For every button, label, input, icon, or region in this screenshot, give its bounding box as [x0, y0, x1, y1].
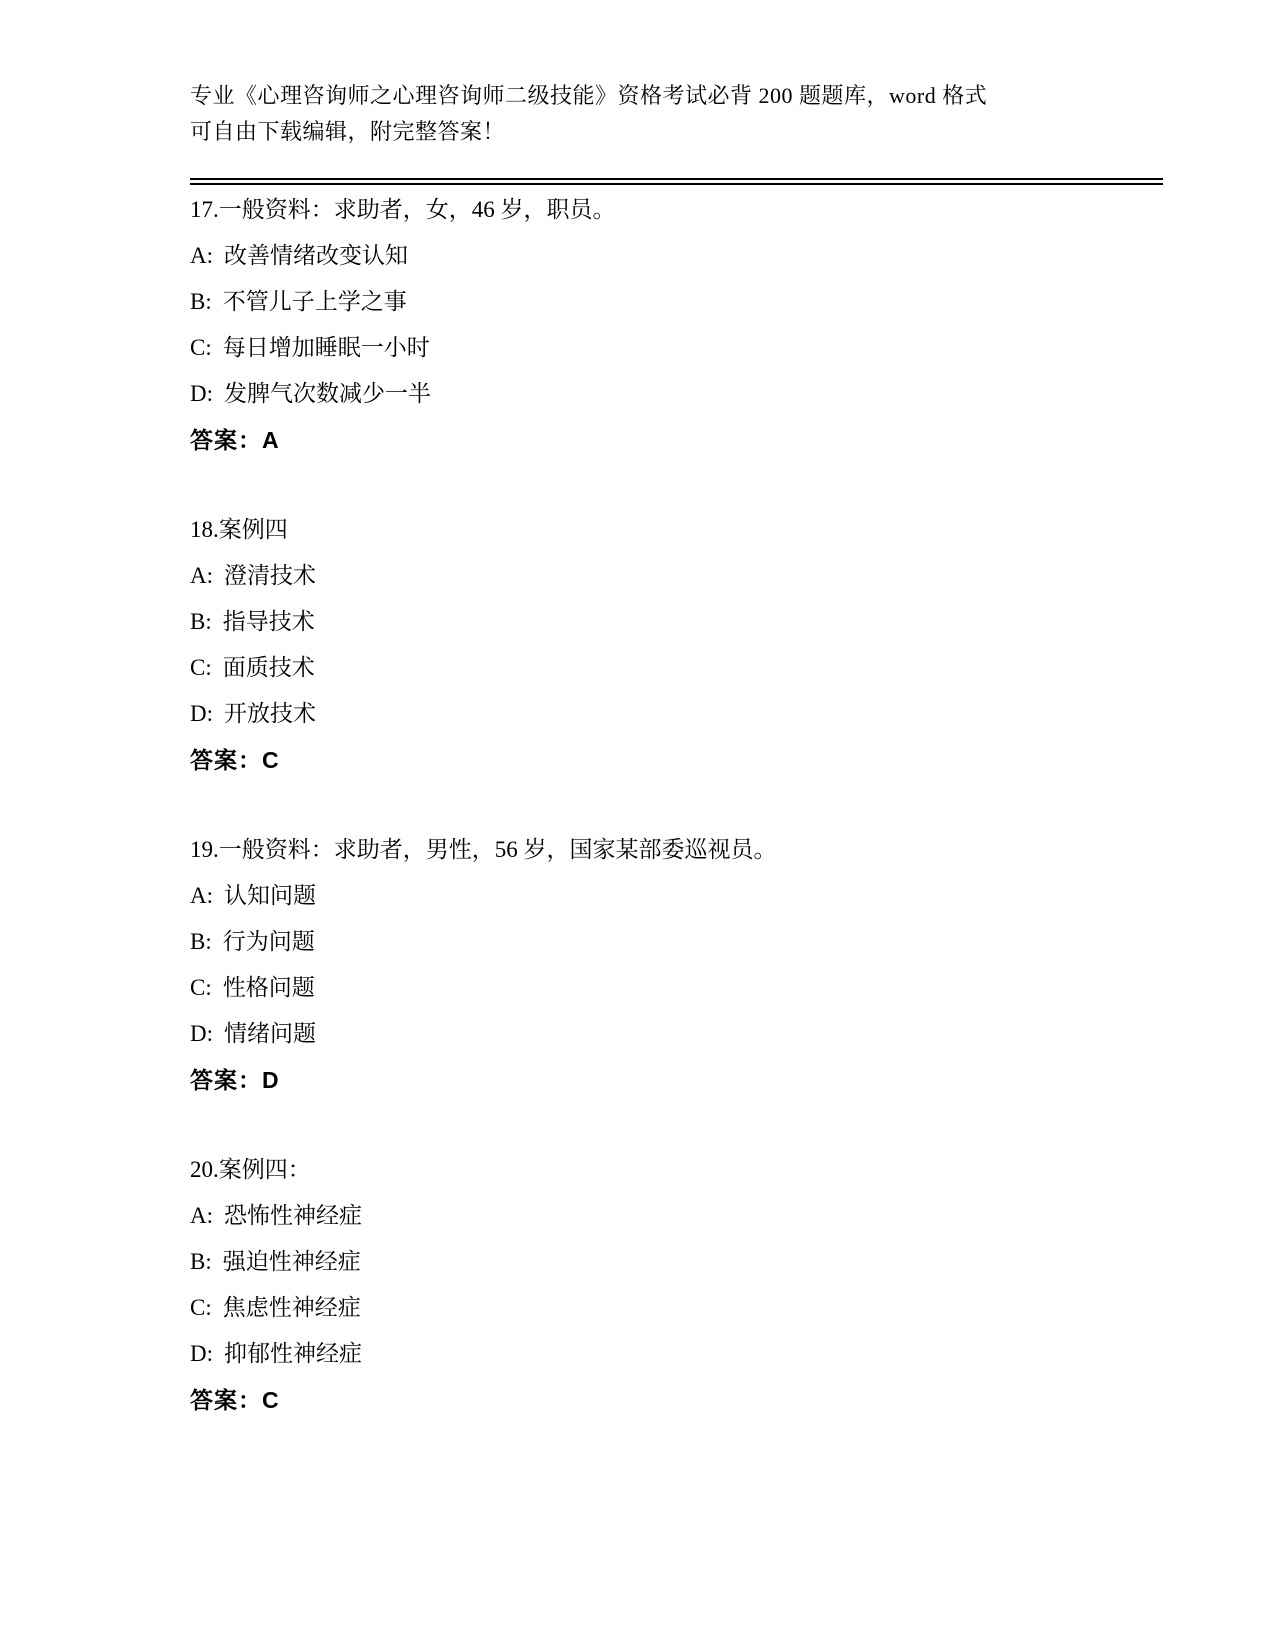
option-text: 开放技术	[224, 701, 316, 726]
answer-row	[190, 1377, 1163, 1423]
question-stem-text: 一般资料：求助者，女，46 岁，职员。	[218, 197, 616, 222]
header-line-2: 可自由下载编辑，附完整答案！	[190, 119, 506, 144]
question-number: 20.	[190, 1157, 219, 1182]
option-text: 发脾气次数减少一半	[224, 381, 431, 406]
option-label: B:	[190, 929, 212, 954]
answer-row	[190, 737, 1163, 783]
option-c	[190, 325, 1163, 371]
option-a	[190, 233, 1163, 279]
option-text: 指导技术	[222, 609, 315, 634]
question-stem	[190, 507, 1163, 553]
option-b	[190, 599, 1163, 645]
option-text: 强迫性神经症	[222, 1249, 361, 1274]
question-stem	[190, 827, 1163, 873]
answer-row	[190, 417, 1163, 463]
option-b	[190, 919, 1163, 965]
option-label: C:	[190, 335, 212, 360]
option-d	[190, 691, 1163, 737]
question-stem-text: 案例四	[218, 517, 288, 542]
option-label: B:	[190, 609, 212, 634]
option-text: 恐怖性神经症	[224, 1203, 362, 1228]
option-label: C:	[190, 975, 212, 1000]
answer-row	[190, 1057, 1163, 1103]
option-label: A:	[190, 1203, 213, 1228]
option-label: D:	[190, 701, 213, 726]
header-divider-rule	[190, 178, 1163, 185]
option-text: 面质技术	[222, 655, 315, 680]
option-text: 焦虑性神经症	[222, 1295, 361, 1320]
answer-label: 答案：	[190, 427, 262, 453]
option-label: D:	[190, 1341, 213, 1366]
option-d	[190, 371, 1163, 417]
option-text: 性格问题	[222, 975, 315, 1000]
option-d	[190, 1331, 1163, 1377]
answer-value: C	[262, 747, 280, 773]
question-list	[190, 187, 1163, 1423]
option-text: 情绪问题	[224, 1021, 316, 1046]
option-c	[190, 965, 1163, 1011]
option-text: 抑郁性神经症	[224, 1341, 362, 1366]
option-text: 每日增加睡眠一小时	[222, 335, 430, 360]
option-label: B:	[190, 1249, 212, 1274]
option-text: 不管儿子上学之事	[222, 289, 407, 314]
option-label: B:	[190, 289, 212, 314]
question-number: 17.	[190, 197, 219, 222]
option-d	[190, 1011, 1163, 1057]
option-b	[190, 279, 1163, 325]
option-a	[190, 873, 1163, 919]
option-c	[190, 645, 1163, 691]
answer-value: D	[262, 1067, 280, 1093]
question-stem	[190, 1147, 1163, 1193]
option-a	[190, 1193, 1163, 1239]
answer-label: 答案：	[190, 1067, 262, 1093]
question-stem-text: 案例四：	[218, 1157, 311, 1182]
question-20	[190, 1147, 1163, 1423]
option-label: A:	[190, 563, 213, 588]
option-label: D:	[190, 1021, 213, 1046]
answer-label: 答案：	[190, 1387, 262, 1413]
option-label: D:	[190, 381, 213, 406]
question-19	[190, 827, 1163, 1103]
option-c	[190, 1285, 1163, 1331]
document-header	[190, 78, 1163, 150]
answer-value: A	[262, 427, 280, 453]
option-text: 改善情绪改变认知	[224, 243, 408, 268]
header-line-1: 专业《心理咨询师之心理咨询师二级技能》资格考试必背 200 题题库，word 格式	[190, 83, 988, 108]
option-text: 澄清技术	[224, 563, 316, 588]
option-text: 认知问题	[224, 883, 316, 908]
question-18	[190, 507, 1163, 783]
option-label: C:	[190, 655, 212, 680]
answer-value: C	[262, 1387, 280, 1413]
answer-label: 答案：	[190, 747, 262, 773]
question-stem	[190, 187, 1163, 233]
question-stem-text: 一般资料：求助者，男性，56 岁，国家某部委巡视员。	[218, 837, 777, 862]
question-number: 19.	[190, 837, 219, 862]
option-label: A:	[190, 883, 213, 908]
option-label: A:	[190, 243, 213, 268]
option-text: 行为问题	[222, 929, 315, 954]
question-number: 18.	[190, 517, 219, 542]
option-b	[190, 1239, 1163, 1285]
option-a	[190, 553, 1163, 599]
question-17	[190, 187, 1163, 463]
option-label: C:	[190, 1295, 212, 1320]
